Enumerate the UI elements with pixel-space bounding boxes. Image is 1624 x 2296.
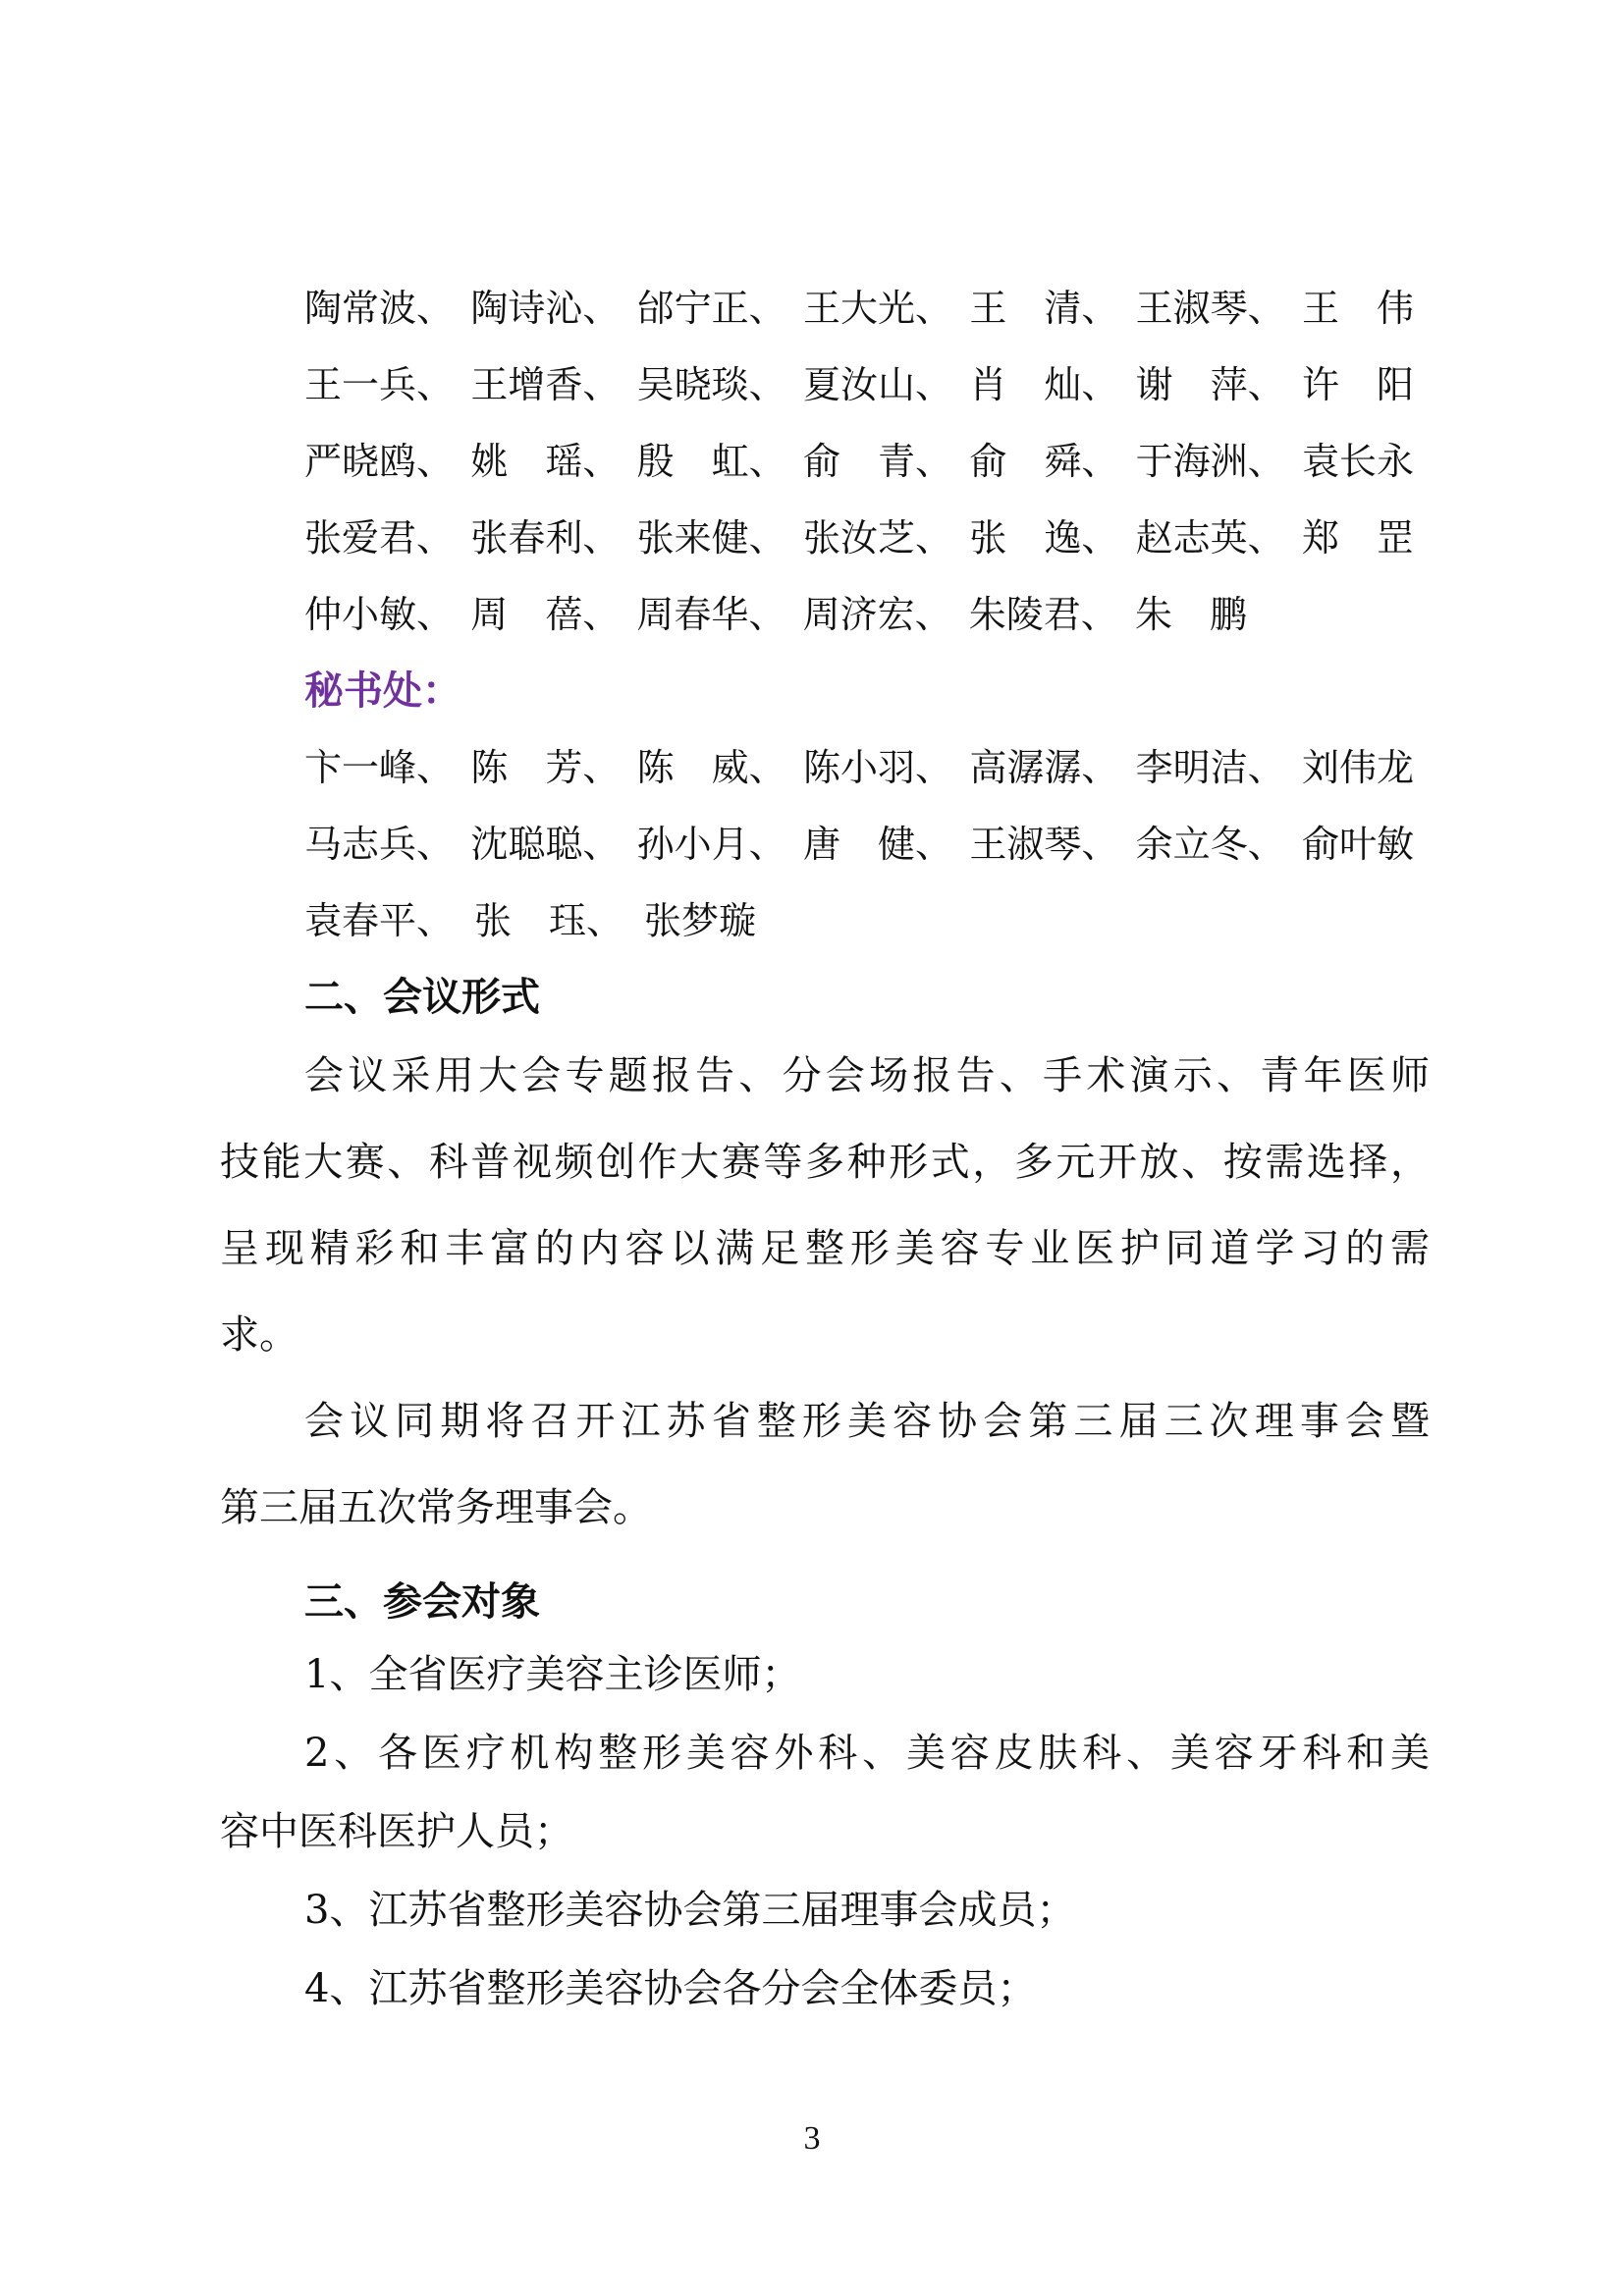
person-name: 王一兵、	[304, 362, 455, 406]
person-name: 张 逸、	[969, 515, 1119, 560]
person-name: 夏汝山、	[802, 362, 952, 406]
list-item: 2、各医疗机构整形美容外科、美容皮肤科、美容牙科和美	[304, 1731, 1430, 1776]
person-name: 袁春平、	[304, 898, 455, 942]
person-name: 张汝芝、	[802, 515, 952, 560]
list-item: 4、江苏省整形美容协会各分会全体委员；	[304, 1966, 1037, 2011]
person-name: 朱 鹏	[1134, 592, 1247, 636]
person-name: 刘伟龙	[1301, 745, 1414, 789]
person-name: 殷 虹、	[636, 439, 786, 483]
person-name: 王淑琴、	[1135, 286, 1285, 330]
person-name: 张来健、	[636, 515, 786, 560]
person-name: 陶诗沁、	[470, 286, 621, 330]
list-item: 3、江苏省整形美容协会第三届理事会成员；	[304, 1888, 1076, 1933]
person-name: 赵志英、	[1135, 515, 1285, 560]
person-name: 沈聪聪、	[470, 822, 621, 866]
name-row	[304, 734, 1414, 793]
paragraph-line: 求。	[220, 1312, 298, 1358]
person-name: 周济宏、	[802, 592, 952, 636]
list-item: 1、全省医疗美容主诊医师；	[304, 1652, 801, 1697]
person-name: 王大光、	[802, 286, 952, 330]
person-name: 朱陵君、	[968, 592, 1118, 636]
list-item: 容中医科医护人员；	[220, 1809, 573, 1854]
person-name: 郑 罡	[1301, 515, 1414, 560]
person-name: 仲小敏、	[304, 592, 455, 636]
person-name: 肖 灿、	[969, 362, 1119, 406]
person-name: 张爱君、	[304, 515, 455, 560]
section-heading: 三、参会对象	[304, 1579, 540, 1625]
paragraph-line: 第三届五次常务理事会。	[220, 1485, 652, 1530]
person-name: 卞一峰、	[304, 745, 455, 789]
name-row	[304, 887, 756, 946]
person-name: 许 阳	[1301, 362, 1414, 406]
paragraph-line: 会议同期将召开江苏省整形美容协会第三届三次理事会暨	[304, 1399, 1430, 1444]
person-name: 袁长永	[1301, 439, 1414, 483]
person-name: 周 蓓、	[470, 592, 621, 636]
person-name: 王 清、	[969, 286, 1119, 330]
name-row	[304, 811, 1414, 870]
person-name: 严晓鸥、	[304, 439, 455, 483]
person-name: 李明洁、	[1135, 745, 1285, 789]
person-name: 高潺潺、	[969, 745, 1119, 789]
person-name: 张春利、	[470, 515, 621, 560]
person-name: 姚 瑶、	[470, 439, 621, 483]
person-name: 马志兵、	[304, 822, 455, 866]
section-heading: 二、会议形式	[304, 975, 540, 1020]
person-name: 张 珏、	[473, 898, 623, 942]
person-name: 俞叶敏	[1301, 822, 1414, 866]
name-row	[304, 351, 1414, 410]
person-name: 陶常波、	[304, 286, 455, 330]
name-row	[304, 581, 1247, 640]
paragraph-line: 技能大赛、科普视频创作大赛等多种形式，多元开放、按需选择，	[220, 1140, 1430, 1185]
person-name: 吴晓琰、	[636, 362, 786, 406]
person-name: 唐 健、	[802, 822, 952, 866]
paragraph-line: 呈现精彩和丰富的内容以满足整形美容专业医护同道学习的需	[220, 1226, 1430, 1271]
person-name: 陈 芳、	[470, 745, 621, 789]
person-name: 王 伟	[1301, 286, 1414, 330]
name-row	[304, 505, 1414, 563]
person-name: 邰宁正、	[636, 286, 786, 330]
person-name: 俞 舜、	[969, 439, 1119, 483]
person-name: 于海洲、	[1135, 439, 1285, 483]
page-number: 3	[803, 2120, 821, 2157]
person-name: 周春华、	[636, 592, 786, 636]
person-name: 王淑琴、	[969, 822, 1119, 866]
person-name: 孙小月、	[636, 822, 786, 866]
person-name: 王增香、	[470, 362, 621, 406]
person-name: 陈小羽、	[802, 745, 952, 789]
name-row	[304, 275, 1414, 334]
person-name: 俞 青、	[802, 439, 952, 483]
person-name: 张梦璇	[643, 898, 756, 942]
secretariat-title: 秘书处：	[304, 667, 461, 714]
paragraph-line: 会议采用大会专题报告、分会场报告、手术演示、青年医师	[304, 1053, 1430, 1098]
person-name: 陈 威、	[636, 745, 786, 789]
person-name: 谢 萍、	[1135, 362, 1285, 406]
name-row	[304, 428, 1414, 487]
person-name: 余立冬、	[1135, 822, 1285, 866]
